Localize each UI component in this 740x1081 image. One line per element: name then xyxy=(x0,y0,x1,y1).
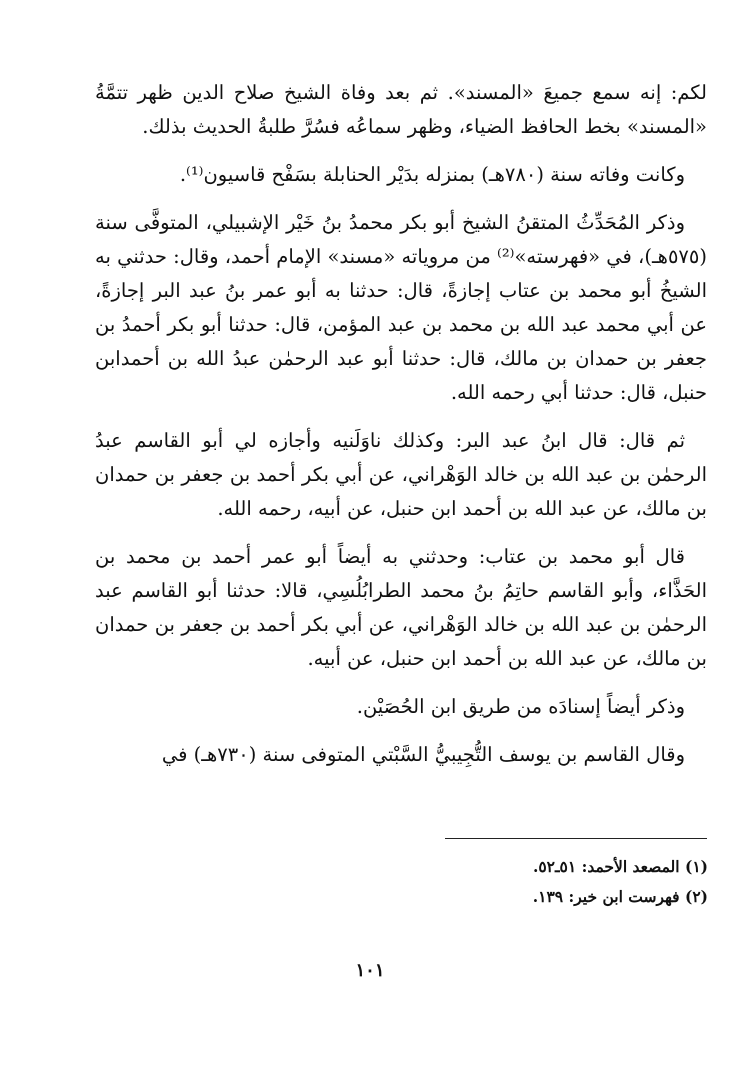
footnote-separator xyxy=(445,838,707,839)
footnotes xyxy=(300,852,708,912)
page-number: ١٠١ xyxy=(355,960,385,981)
paragraph-7: وقال القاسم بن يوسف التُّجِيبيُّ السَّبْتي المتوفى سنة (٧٣٠هـ) في xyxy=(161,743,685,766)
paragraph-2: وكانت وفاته سنة (٧٨٠هـ) بمنزله بدَيْر الحنابلة بسَفْح قاسيون⁽¹⁾. xyxy=(179,163,685,186)
body-text xyxy=(95,76,707,786)
paragraph-4: ثم قال: قال ابنُ عبد البر: وكذلك ناوَلَنيه وأجازه لي أبو القاسم عبدُ الرحمٰن بن عبد الله بن خالد الوَهْراني، عن أبي بكر أحمد بن جعفر بن حمدان بن مالك، عن عبد الله بن أحمد ابن حنبل، عن أبيه، رحمه الله. xyxy=(95,429,707,520)
paragraph-6: وذكر أيضاً إسنادَه من طريق ابن الحُصَيْن. xyxy=(356,695,685,718)
paragraph-5: قال أبو محمد بن عتاب: وحدثني به أيضاً أبو عمر أحمد بن محمد بن الحَذَّاء، وأبو القاسم حاتِمُ بنُ محمد الطرابُلُسِي، قالا: حدثنا أبو القاسم عبد الرحمٰن بن عبد الله بن خالد الوَهْراني، عن أبي بكر أحمد بن جعفر بن حمدان بن مالك، عن عبد الله بن أحمد ابن حنبل، عن أبيه. xyxy=(95,545,707,670)
paragraph-1: لكم: إنه سمع جميعَ «المسند». ثم بعد وفاة الشيخ صلاح الدين ظهر تتمَّةُ «المسند» بخط الحافظ الضياء، وظهر سماعُه فسُرَّ طلبةُ الحديث بذلك. xyxy=(95,81,707,138)
footnote-2: (٢) فهرست ابن خير: ١٣٩. xyxy=(532,887,708,906)
footnote-1: (١) المصعد الأحمد: ٥١ـ٥٢. xyxy=(532,857,708,876)
paragraph-3: وذكر المُحَدِّثُ المتقنُ الشيخ أبو بكر محمدُ بنُ خَيْر الإشبيلي، المتوفَّى سنة (٥٧٥هـ)، في «فهرسته»⁽²⁾ من مروياته «مسند» الإمام أحمد، وقال: حدثني به الشيخُ أبو محمد بن عتاب إجازةً، قال: حدثنا به أبو عمر بنُ عبد البر إجازةً، عن أبي محمد عبد الله بن محمد بن عبد المؤمن، قال: حدثنا أبو بكر أحمدُ بن جعفر بن حمدان بن مالك، قال: حدثنا أبو عبد الرحمٰن عبدُ الله بن أحمدابن حنبل، قال: حدثنا أبي رحمه الله. xyxy=(95,211,707,404)
